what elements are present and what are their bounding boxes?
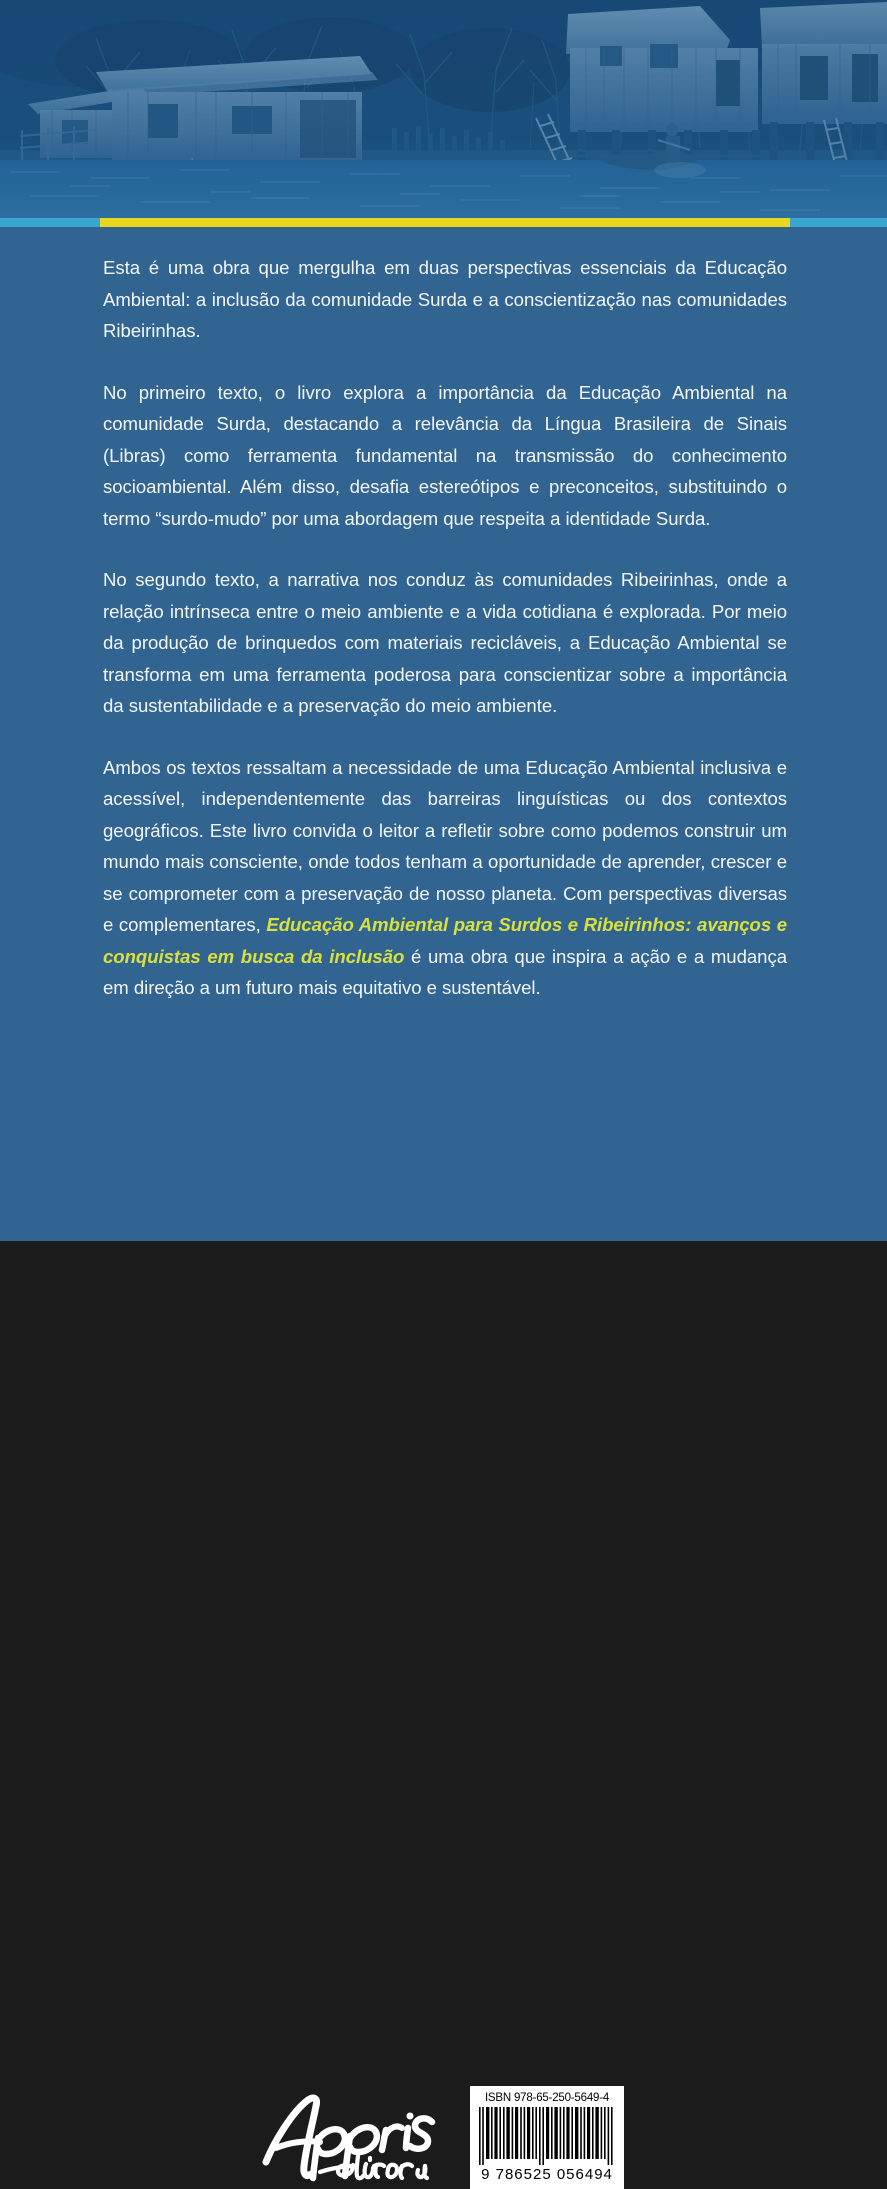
cover-footer — [0, 1040, 887, 2183]
isbn-label: ISBN 978-65-250-5649-4 — [484, 2092, 610, 2104]
hero-photo — [0, 0, 887, 218]
barcode-lines-icon — [477, 2107, 617, 2165]
blurb-text-before-title: Ambos os textos ressaltam a necessidade de uma Educação Ambiental inclusiva e acessível, independentemente das barreiras linguísticas ou dos contextos geográficos. Este livro convida o leitor a refletir sobre como podemos construir um mundo mais consciente, onde todos tenham a oportunidade de aprender, crescer e se comprometer com a preservação de nosso planeta. Com perspectivas diversas e complementares, — [103, 756, 787, 935]
isbn-barcode — [470, 2086, 624, 2189]
barcode-bars — [477, 2107, 617, 2165]
blurb-paragraph-3: No segundo texto, a narrativa nos conduz às comunidades Ribeirinhas, onde a relação intrínseca entre o meio ambiente e a vida cotidiana é explorada. Por meio da produção de brinquedos com materiais recicláveis, a Educação Ambiental se transforma em uma ferramenta poderosa para conscientizar sobre a importância da sustentabilidade e a preservação do meio ambiente. — [103, 569, 787, 716]
barcode-digits: 9 786525 056494 — [481, 2166, 613, 2183]
blurb-paragraph-1: Esta é uma obra que mergulha em duas perspectivas essenciais da Educação Ambiental: a inclusão da comunidade Surda e a conscientização nas comunidades Ribeirinhas. — [103, 257, 787, 341]
book-title-highlight: Educação Ambiental para Surdos e Ribeirinhos: avanços e conquistas em busca da inclusão — [103, 914, 788, 967]
yellow-divider-rule — [100, 218, 790, 227]
blurb-paragraph-2: No primeiro texto, o livro explora a importância da Educação Ambiental na comunidade Surda, destacando a relevância da Língua Brasileira de Sinais (Libras) como ferramenta fundamental na transmissão do conhecimento socioambiental. Além disso, desafia estereótipos e preconceitos, substituindo o termo “surdo-mudo” por uma abordagem que respeita a identidade Surda. — [103, 381, 787, 529]
appris-logo-icon — [258, 2086, 440, 2186]
blurb-text-block — [103, 252, 787, 1004]
blurb-paragraph-4 — [103, 752, 787, 1004]
appris-publisher-logo — [258, 2086, 440, 2186]
stilt-houses-illustration — [0, 0, 887, 218]
blurb-text-after-title: é uma obra que inspira a ação e a mudança em direção a um futuro mais equitativo e sustentável. — [103, 945, 787, 998]
